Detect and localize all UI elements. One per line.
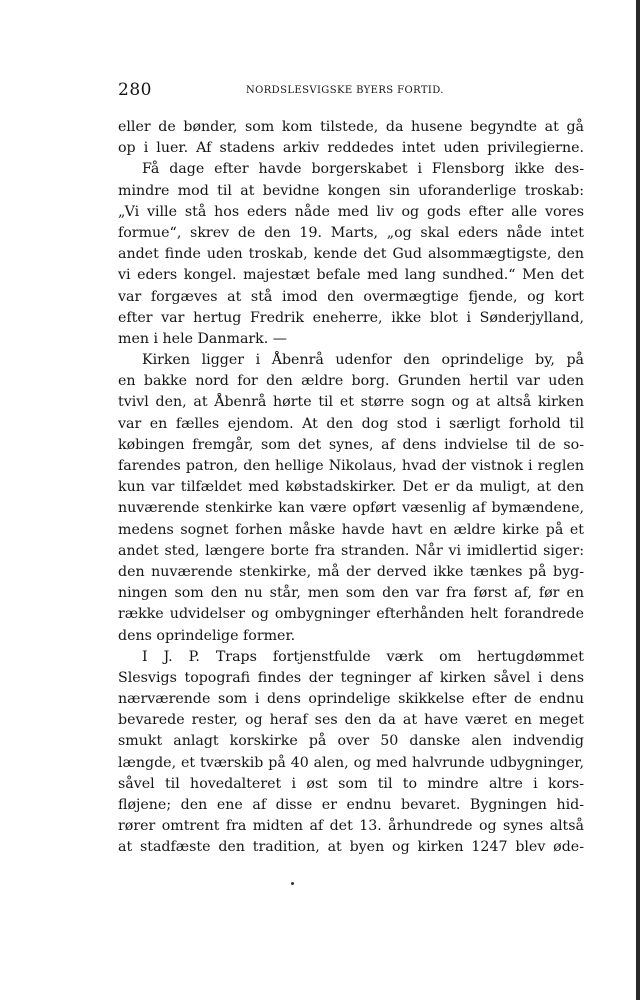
- text-line: Slesvigs topografi findes der tegninger af kirken såvel i dens: [118, 669, 584, 686]
- text-line: ningen som den nu står, men som den var fra først af, før en: [118, 585, 584, 602]
- text-line: op i luer. Af stadens arkiv reddedes intet uden privilegierne.: [118, 140, 584, 157]
- book-page: [118, 80, 584, 859]
- text-line: en bakke nord for den ældre borg. Grunden hertil var uden: [118, 373, 584, 390]
- text-line: var en fælles ejendom. At den dog stod i særligt forhold til: [118, 415, 584, 432]
- text-line: I J. P. Traps fortjenstfulde værk om hertugdømmet: [142, 648, 584, 665]
- text-line: købingen fremgår, som det synes, af dens indvielse til de so-: [118, 436, 584, 453]
- text-line: Få dage efter havde borgerskabet i Flensborg ikke des-: [142, 161, 584, 178]
- text-line: medens sognet forhen måske havde havt en ældre kirke på et: [118, 521, 584, 538]
- text-line: nærværende som i dens oprindelige skikkelse efter de endnu: [118, 691, 584, 708]
- text-line: såvel til hovedalteret i øst som til to mindre altre i kors-: [118, 775, 584, 792]
- text-line: den nuværende stenkirke, må der derved ikke tænkes på byg-: [118, 563, 584, 580]
- text-line: rører omtrent fra midten af det 13. århundrede og synes altså: [118, 818, 584, 835]
- text-line: formue“, skrev de den 19. Marts, „og skal eders nåde intet: [118, 224, 584, 241]
- running-head: NORDSLESVIGSKE BYERS FORTID.: [246, 85, 444, 96]
- text-line: andet sted, længere borte fra stranden. Når vi imidlertid siger:: [118, 542, 584, 559]
- page-header: [118, 80, 584, 106]
- page-number: 280: [118, 80, 152, 100]
- text-line: række udvidelser og ombygninger efterhånden helt forandrede: [118, 606, 584, 623]
- text-line: fløjene; den ene af disse er endnu bevaret. Bygningen hid-: [118, 797, 584, 813]
- text-line: smukt anlagt korskirke på over 50 danske alen indvendig: [118, 733, 584, 750]
- text-line: efter var hertug Fredrik eneherre, ikke blot i Sønderjylland,: [118, 309, 584, 326]
- text-line: nuværende stenkirke kan være opført væsenlig af bymændene,: [118, 500, 584, 517]
- body-text: [118, 117, 584, 859]
- text-line: vi eders kongel. majestæt befale med lang sundhed.“ Men det: [118, 267, 584, 284]
- text-line: at stadfæste den tradition, at byen og kirken 1247 blev øde-: [118, 839, 584, 856]
- text-line: tvivl den, at Åbenrå hørte til et større sogn og at altså kirken: [118, 394, 584, 411]
- text-line: dens oprindelige former.: [118, 627, 296, 644]
- text-line: eller de bønder, som kom tilstede, da husene begyndte at gå: [118, 119, 584, 135]
- text-line: længde, et tværskib på 40 alen, og med halvrunde udbygninger,: [118, 754, 584, 771]
- text-line: var forgæves at stå imod den overmægtige fjende, og kort: [118, 288, 584, 305]
- ink-speck: [291, 882, 294, 885]
- scan-edge: [636, 0, 640, 1000]
- text-line: „Vi ville stå hos eders nåde med liv og gods efter alle vores: [118, 203, 584, 220]
- text-line: andet finde uden troskab, kende det Gud alsommægtigste, den: [118, 246, 584, 263]
- text-line: farendes patron, den hellige Nikolaus, hvad der vistnok i reglen: [118, 458, 584, 474]
- text-line: bevarede rester, og heraf ses den da at have været en meget: [118, 712, 584, 729]
- text-line: Kirken ligger i Åbenrå udenfor den oprindelige by, på: [142, 352, 584, 369]
- text-line: men i hele Danmark. —: [118, 330, 287, 347]
- text-line: kun var tilfældet med købstadskirker. Det er da muligt, at den: [118, 479, 584, 496]
- text-line: mindre mod til at bevidne kongen sin uforanderlige troskab:: [118, 182, 584, 199]
